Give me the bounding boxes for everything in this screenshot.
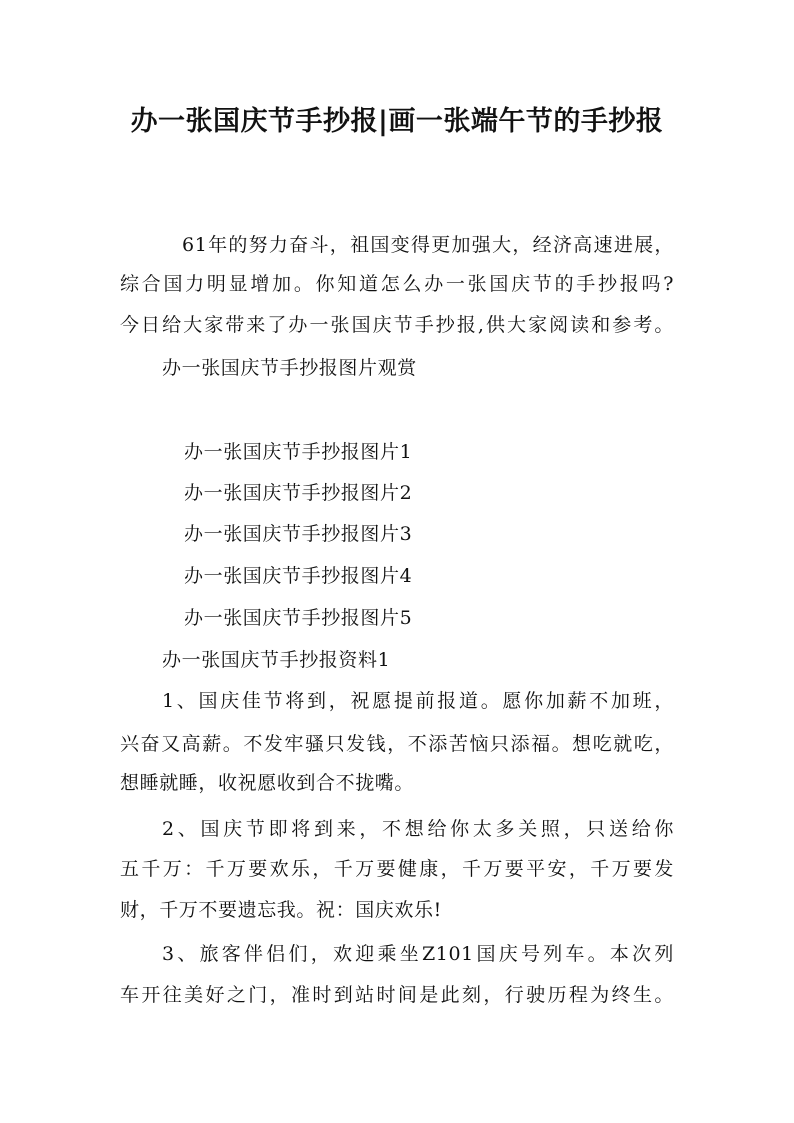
item-3-line-2: 车开往美好之门，准时到站时间是此刻，行驶历程为终生。: [120, 984, 674, 1006]
item-2-line-3: 财，千万不要遗忘我。祝：国庆欢乐!: [120, 899, 442, 921]
image-caption-5: 办一张国庆节手抄报图片5: [184, 607, 413, 629]
intro-line-1: 61年的努力奋斗，祖国变得更加强大，经济高速进展，: [182, 234, 674, 256]
image-caption-4: 办一张国庆节手抄报图片4: [184, 565, 413, 587]
intro-line-3: 今日给大家带来了办一张国庆节手抄报,供大家阅读和参考。: [120, 314, 674, 336]
item-1-line-2: 兴奋又高薪。不发牢骚只发钱，不添苦恼只添福。想吃就吃，: [120, 733, 674, 755]
item-2-line-1: 2、国庆节即将到来，不想给你太多关照，只送给你: [162, 818, 674, 840]
image-caption-3: 办一张国庆节手抄报图片3: [184, 523, 413, 545]
material-heading: 办一张国庆节手抄报资料1: [162, 649, 391, 671]
gallery-heading: 办一张国庆节手抄报图片观赏: [162, 357, 417, 379]
document-title: 办一张国庆节手抄报|画一张端午节的手抄报: [130, 106, 664, 137]
image-caption-2: 办一张国庆节手抄报图片2: [184, 482, 413, 504]
item-1-line-3: 想睡就睡，收祝愿收到合不拢嘴。: [120, 772, 415, 794]
intro-line-2: 综合国力明显增加。你知道怎么办一张国庆节的手抄报吗?: [120, 273, 674, 295]
item-2-line-2: 五千万：千万要欢乐，千万要健康，千万要平安，千万要发: [120, 858, 674, 880]
item-3-line-1: 3、旅客伴侣们，欢迎乘坐Z101国庆号列车。本次列: [162, 943, 674, 965]
image-caption-1: 办一张国庆节手抄报图片1: [184, 441, 413, 463]
item-1-line-1: 1、国庆佳节将到，祝愿提前报道。愿你加薪不加班，: [162, 690, 674, 712]
